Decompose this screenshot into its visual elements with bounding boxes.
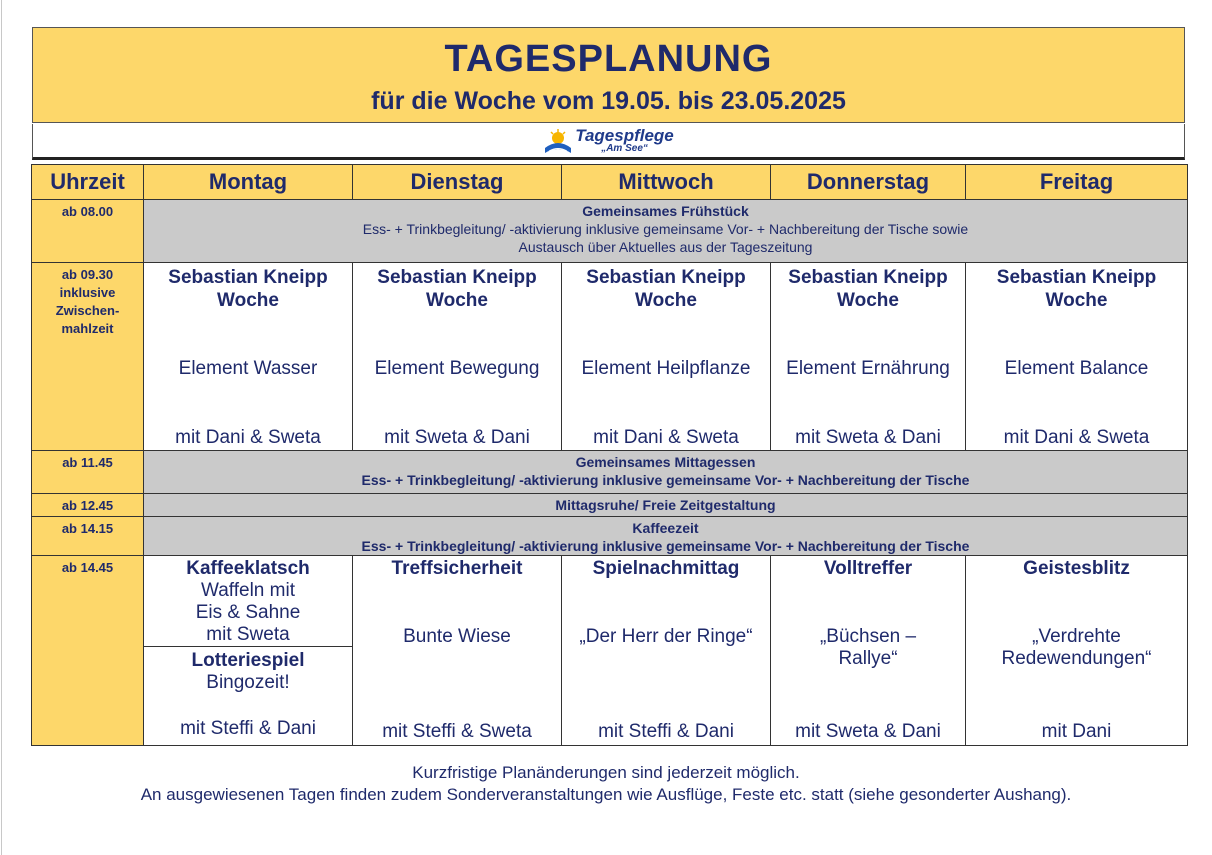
time-cell-rest: ab 12.45 [32, 494, 144, 517]
activity-staff: mit Dani & Sweta [593, 427, 739, 448]
activity-title: Spielnachmittag [592, 558, 740, 579]
coffee-title: Kaffeezeit [632, 520, 699, 536]
activity-description: „Verdrehte Redewendungen“ [1001, 626, 1152, 669]
footer-notes [0, 762, 1212, 806]
activity-title: Sebastian Kneipp Woche [996, 267, 1157, 311]
morning-tuesday [353, 263, 562, 451]
activity-line: mit Sweta [206, 624, 290, 645]
morning-wednesday [562, 263, 771, 451]
page-edge-line [1, 0, 2, 855]
breakfast-cell [144, 200, 1188, 263]
activity-line: Eis & Sahne [195, 602, 301, 623]
time-cell-afternoon: ab 14.45 [32, 556, 144, 746]
morning-monday [144, 263, 353, 451]
lunch-line-1: Ess- + Trinkbegleitung/ -aktivierung inklusive gemeinsame Vor- + Nachbereitung der Tische [361, 472, 970, 488]
monday-kaffeeklatsch [144, 556, 352, 646]
activity-description: Bunte Wiese [403, 626, 511, 647]
footer-line-1: Kurzfristige Planänderungen sind jederzeit möglich. [412, 763, 800, 782]
activity-title: Geistesblitz [1023, 558, 1130, 579]
activity-staff: mit Sweta & Dani [384, 427, 530, 448]
afternoon-tuesday [353, 556, 562, 746]
activity-title: Sebastian Kneipp Woche [586, 267, 746, 311]
activity-staff: mit Steffi & Dani [180, 718, 316, 739]
afternoon-thursday [771, 556, 966, 746]
morning-time-line: ab 09.30 [61, 267, 114, 282]
activity-title: Lotteriespiel [191, 650, 305, 671]
activity-staff: mit Steffi & Sweta [382, 721, 532, 742]
activity-element: Element Balance [1004, 358, 1149, 379]
lunch-cell [144, 451, 1188, 494]
morning-friday [966, 263, 1188, 451]
activity-title: Kaffeeklatsch [186, 558, 310, 579]
activity-element: Element Heilpflanze [581, 358, 751, 379]
lunch-title: Gemeinsames Mittagessen [575, 454, 756, 470]
plan-header [32, 27, 1185, 123]
morning-time-line: Zwischen- [55, 303, 120, 318]
time-cell-morning [32, 263, 144, 451]
logo-bar [32, 124, 1185, 160]
monday-lotteriespiel [144, 648, 352, 694]
sun-lake-logo-icon [543, 126, 573, 156]
activity-title: Sebastian Kneipp Woche [168, 267, 328, 311]
activity-line: Waffeln mit [201, 580, 295, 601]
rest-cell [144, 494, 1188, 517]
footer-line-2: An ausgewiesenen Tagen finden zudem Sonderveranstaltungen wie Ausflüge, Feste etc. statt (siehe gesonderter Aushang). [140, 785, 1072, 804]
column-header-thursday: Donnerstag [771, 165, 966, 200]
lunch-row [32, 451, 1188, 494]
activity-staff: mit Dani & Sweta [1003, 427, 1150, 448]
tagespflege-logo [543, 126, 674, 156]
column-header-wednesday: Mittwoch [562, 165, 771, 200]
afternoon-monday [144, 556, 353, 746]
breakfast-line-2: Austausch über Aktuelles aus der Tageszeitung [518, 239, 813, 255]
time-cell-lunch: ab 11.45 [32, 451, 144, 494]
coffee-row [32, 517, 1188, 556]
activity-staff: mit Dani [1041, 721, 1112, 742]
morning-row [32, 263, 1188, 451]
logo-tagline: „Am See“ [601, 143, 648, 154]
activity-title: Sebastian Kneipp Woche [788, 267, 948, 311]
activity-title: Sebastian Kneipp Woche [377, 267, 537, 311]
activity-staff: mit Sweta & Dani [795, 427, 941, 448]
rest-row [32, 494, 1188, 517]
logo-name: Tagespflege [575, 126, 674, 145]
coffee-cell [144, 517, 1188, 556]
column-header-time: Uhrzeit [32, 165, 144, 200]
time-cell-coffee: ab 14.15 [32, 517, 144, 556]
activity-element: Element Bewegung [374, 358, 540, 379]
activity-staff: mit Dani & Sweta [175, 427, 321, 448]
column-header-friday: Freitag [966, 165, 1188, 200]
afternoon-wednesday [562, 556, 771, 746]
activity-description: „Der Herr der Ringe“ [579, 626, 753, 647]
time-cell-breakfast: ab 08.00 [32, 200, 144, 263]
breakfast-line-1: Ess- + Trinkbegleitung/ -aktivierung inklusive gemeinsame Vor- + Nachbereitung der Tische sowie [362, 221, 969, 237]
activity-title: Treffsicherheit [391, 558, 523, 579]
morning-time-line: inklusive [59, 285, 116, 300]
header-row [32, 165, 1188, 200]
morning-thursday [771, 263, 966, 451]
activity-element: Element Ernährung [786, 358, 950, 379]
activity-title: Volltreffer [823, 558, 913, 579]
activity-staff: mit Sweta & Dani [795, 721, 941, 742]
column-header-tuesday: Dienstag [353, 165, 562, 200]
activity-element: Element Wasser [178, 358, 318, 379]
afternoon-row [32, 556, 1188, 746]
activity-staff: mit Steffi & Dani [598, 721, 734, 742]
breakfast-title: Gemeinsames Frühstück [582, 203, 749, 219]
column-header-monday: Montag [144, 165, 353, 200]
page-title: TAGESPLANUNG [444, 38, 773, 80]
weekly-schedule-table [31, 164, 1188, 746]
activity-description: „Büchsen – Rallye“ [819, 626, 917, 669]
rest-title: Mittagsruhe/ Freie Zeitgestaltung [555, 497, 776, 513]
morning-time-line: mahlzeit [61, 321, 114, 336]
coffee-line-1: Ess- + Trinkbegleitung/ -aktivierung inklusive gemeinsame Vor- + Nachbereitung der Tische [361, 538, 970, 554]
breakfast-row [32, 200, 1188, 263]
week-subtitle: für die Woche vom 19.05. bis 23.05.2025 [371, 87, 846, 115]
cell-divider [144, 646, 352, 647]
activity-line: Bingozeit! [206, 672, 290, 693]
afternoon-friday [966, 556, 1188, 746]
